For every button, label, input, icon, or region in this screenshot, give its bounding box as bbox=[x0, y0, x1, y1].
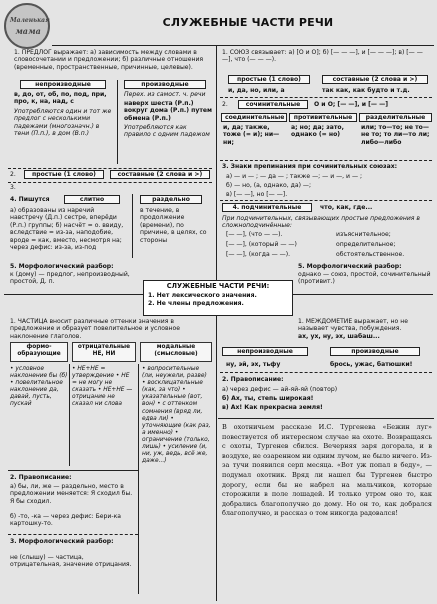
chastica-rule2 bbox=[8, 534, 138, 535]
predlog-together-list: а) образованы из наречий навстречу (Д.п.) сестре, вперёди (Р.п.) группы; б) насчёт = о. ввиду, вследствие = из-за, наподобие, вроде = как, вместо, несмотря на; через дефис: из-за, из-под bbox=[10, 207, 124, 252]
soyuz-sub3: [— —], (когда — —). bbox=[226, 251, 291, 258]
soyuz-sub3-role: обстоятельственное. bbox=[336, 251, 405, 258]
mezhd-s2b: б) Ах, ты, степь широкая! bbox=[222, 395, 314, 402]
chastica-intro: 1. ЧАСТИЦА вносит различные оттенки значения в предложение и образует повелительное и условное наклонение глаголов. bbox=[10, 318, 180, 340]
soyuz-s3: 3. Знаки препинания при сочинительных союзах: bbox=[222, 163, 398, 170]
predlog-apart-header: раздельно bbox=[140, 195, 202, 204]
chastica-neg-header: отрицательные НЕ, НИ bbox=[72, 342, 136, 362]
chastica-s2a: а) бы, ли, же — раздельно, место в предложении меняется: Я сходил бы. Я бы сходил. bbox=[10, 483, 133, 505]
chastica-s2: 2. Правописание: bbox=[10, 474, 72, 481]
soyuz-adv-header: противительные bbox=[289, 113, 357, 122]
predlog-deriv-note2: Употребляются как правило с одним падежом bbox=[124, 124, 210, 139]
predlog-deriv-examples: наверх шеста (Р.п.) вокруг дома (Р.п.) путем обмена (Р.п.) bbox=[124, 100, 212, 122]
chastica-form-header: формо-образующие bbox=[10, 342, 68, 362]
soyuz-rule2 bbox=[220, 160, 432, 161]
text-rule bbox=[218, 418, 434, 419]
predlog-apart-list: в течение, в продолжение (времени), по причине, в целях, со стороны bbox=[140, 207, 207, 244]
soyuz-coord-pattern: О и О; [— —], и [— —] bbox=[314, 101, 389, 108]
predlog-split2 bbox=[132, 194, 133, 258]
soyuz-conn-header: соединительные bbox=[221, 113, 287, 122]
mid-rule-left bbox=[4, 294, 143, 295]
chastica-split2 bbox=[138, 364, 139, 594]
predlog-intro: 1. ПРЕДЛОГ выражает: а) зависимость между словами в словосочетании и предложении; б) различные отношения (временные, пространственные, причинные, целевые). bbox=[14, 49, 204, 71]
predlog-write-header: 4. Пишутся bbox=[10, 196, 50, 203]
predlog-split bbox=[117, 80, 118, 164]
soyuz-punct3: в) [— —], но [— —]. bbox=[226, 191, 288, 198]
chastica-form-list: • условное наклонение бы (б) • повелительное наклонение да, давай, пусть, пускай bbox=[10, 366, 68, 408]
soyuz-rule3 bbox=[220, 200, 432, 201]
chastica-neg-list: • НЕ+НЕ = утверждение • НЕ = не могу не сказать • НЕ+НЕ — отрицание не сказал ни слова bbox=[72, 366, 133, 408]
soyuz-subord-note: При подчинительных, связывающих простые предложения в сложноподчинённые: bbox=[222, 215, 420, 230]
soyuz-compound-header: составные (2 слова и >) bbox=[322, 75, 428, 84]
soyuz-intro: 1. СОЮЗ связывает: а) [О и О]; б) [— — —], и [— — —]; в) [— — —], что (— — —). bbox=[222, 49, 423, 64]
predlog-simple-header: простые (1 слово) bbox=[24, 170, 104, 179]
mezhd-nonderiv-examples: ну, эй, эх, тьфу bbox=[226, 361, 281, 368]
mezhd-nonderiv-header: непроизводные bbox=[222, 347, 308, 356]
soyuz-morph-title: 5. Морфологический разбор: bbox=[298, 263, 402, 270]
center-divider bbox=[216, 45, 217, 601]
predlog-rule1 bbox=[8, 168, 212, 169]
predlog-s2-num: 2. bbox=[10, 171, 16, 178]
page-title: СЛУЖЕБНЫЕ ЧАСТИ РЕЧИ bbox=[162, 16, 334, 29]
predlog-morph-title: 5. Морфологический разбор: bbox=[10, 263, 114, 270]
story-text: В охотничьем рассказе И.С. Тургенева «Бежин луг» повествуется об интересном случае на охоте. Возвращаясь с охоты, Тургенев сбился. Вечерняя заря догорала, и в воздухе, не озаренном ни одним лучом, не было ничего. Из-за тучи появился серп месяца. «Вот уж попал в беду», — подумал охотник. Вряд ли нашел бы Тургенев быстро дорогу, если бы не набрел на мальчиков, которые сторожили в поле лошадей. И только утром оно то, как добрались благополучно до дому. Но он то, как добрался благополучно, и рассказ о том никогда радовался! bbox=[222, 423, 432, 518]
chastica-split1 bbox=[69, 364, 70, 466]
chastica-modal-header: модальные (смысловые) bbox=[140, 342, 212, 362]
soyuz-conn-examples: и, да; также, тоже (= и); ни—ни; bbox=[223, 124, 280, 146]
predlog-rule2 bbox=[8, 182, 212, 183]
predlog-deriv-note: Перех. из самост. ч. речи bbox=[124, 91, 206, 98]
soyuz-coord-header: сочинительные bbox=[238, 100, 308, 109]
chastica-s2b: б) -то, -ка — через дефис: Бери-ка картошку-то. bbox=[10, 513, 121, 528]
predlog-together-header: слитно bbox=[64, 195, 120, 204]
soyuz-punct1: а) — и — ; — да — ; также —; — и —, и — ; bbox=[226, 173, 363, 180]
logo-line2: мама bbox=[15, 26, 41, 36]
predlog-morph: к (дому) — предлог, непроизводный, простой, Д. п. bbox=[10, 271, 130, 286]
mezhd-s2a: а) через дефис — ай-яй-яй (повтор) bbox=[222, 386, 338, 393]
predlog-nonderiv-list: в, до, от, об, по, под, при, про, к, на, над, с bbox=[14, 91, 107, 106]
mezhd-rule bbox=[220, 372, 432, 373]
soyuz-compound-examples: так как, как будто и т.д. bbox=[322, 87, 410, 94]
mezhd-intro: 1. МЕЖДОМЕТИЕ выражает, но не называет чувства, побуждения. bbox=[298, 318, 408, 333]
soyuz-subord-header: 4. подчинительные bbox=[222, 203, 312, 212]
logo-line1: Маленькая bbox=[10, 17, 50, 24]
predlog-deriv-header: производные bbox=[124, 80, 206, 89]
chastica-morph: не (слышу) — частица, отрицательная, значение отрицания. bbox=[10, 554, 132, 569]
mid-rule-right bbox=[293, 294, 433, 295]
soyuz-sub2-role: определительное; bbox=[336, 241, 396, 248]
soyuz-rule1 bbox=[220, 97, 432, 98]
summary-line1: 1. Нет лексического значения. bbox=[148, 292, 257, 300]
predlog-nonderiv-header: непроизводные bbox=[20, 80, 106, 89]
soyuz-div-examples: или; то—то; не то—не то; то ли—то ли; либо—либо bbox=[361, 124, 430, 146]
mezhd-examples: ах, ух, ну, эх, шабаш... bbox=[298, 333, 380, 340]
title-rule bbox=[52, 45, 434, 46]
chastica-modal-list: • вопросительные (ли, неужели, разве) • восклицательные (как, за что) • указательные (вот, вон) • с оттенком сомнения (вряд ли, едва ли) • уточняющие (как раз, а именно) • ограничение (только, лишь) • усиление (и, ни, уж, ведь, всё же, даже...) bbox=[142, 366, 211, 465]
soyuz-adv-examples: а; но; да; зато, однако (= но) bbox=[291, 124, 344, 139]
soyuz-div-header: разделительные bbox=[359, 113, 432, 122]
soyuz-simple-header: простые (1 слово) bbox=[228, 75, 310, 84]
predlog-compound-header: составные (2 слова и >) bbox=[110, 170, 210, 179]
predlog-s3-num: 3. bbox=[10, 184, 16, 191]
soyuz-sub1-role: изъяснительное; bbox=[336, 231, 391, 238]
mezhd-deriv-header: производные bbox=[330, 347, 420, 356]
predlog-nonderiv-note: Употребляются один и тот же предлог с несколькими падежами (многозначн.) в тени (П.п.), в дом (В.п.) bbox=[14, 108, 112, 138]
summary-line2: 2. Не члены предложения. bbox=[148, 299, 244, 307]
logo bbox=[4, 3, 50, 49]
soyuz-s2-num: 2. bbox=[222, 101, 228, 108]
soyuz-punct2: б) — но, (а, однако, да) —; bbox=[226, 182, 312, 189]
mezhd-s2c: в) Ах! Как прекрасна земля! bbox=[222, 404, 323, 411]
summary-title: СЛУЖЕБНЫЕ ЧАСТИ РЕЧИ: bbox=[166, 282, 270, 290]
chastica-rule bbox=[8, 470, 138, 471]
mezhd-deriv-examples: брось, ужас, батюшки! bbox=[330, 361, 413, 368]
chastica-morph-title: 3. Морфологический разбор: bbox=[10, 538, 114, 545]
mezhd-s2: 2. Правописание: bbox=[222, 376, 284, 383]
soyuz-simple-examples: и, да, но, или, а bbox=[228, 87, 285, 94]
soyuz-sub1: [— —], (что — —). bbox=[226, 231, 283, 238]
summary-box bbox=[143, 280, 293, 316]
soyuz-sub2: [— —], (который — —) bbox=[226, 241, 297, 248]
soyuz-morph: однако — союз, простой, сочинительный (противит.) bbox=[298, 271, 431, 286]
soyuz-subord-examples: что, как, где... bbox=[320, 204, 373, 211]
